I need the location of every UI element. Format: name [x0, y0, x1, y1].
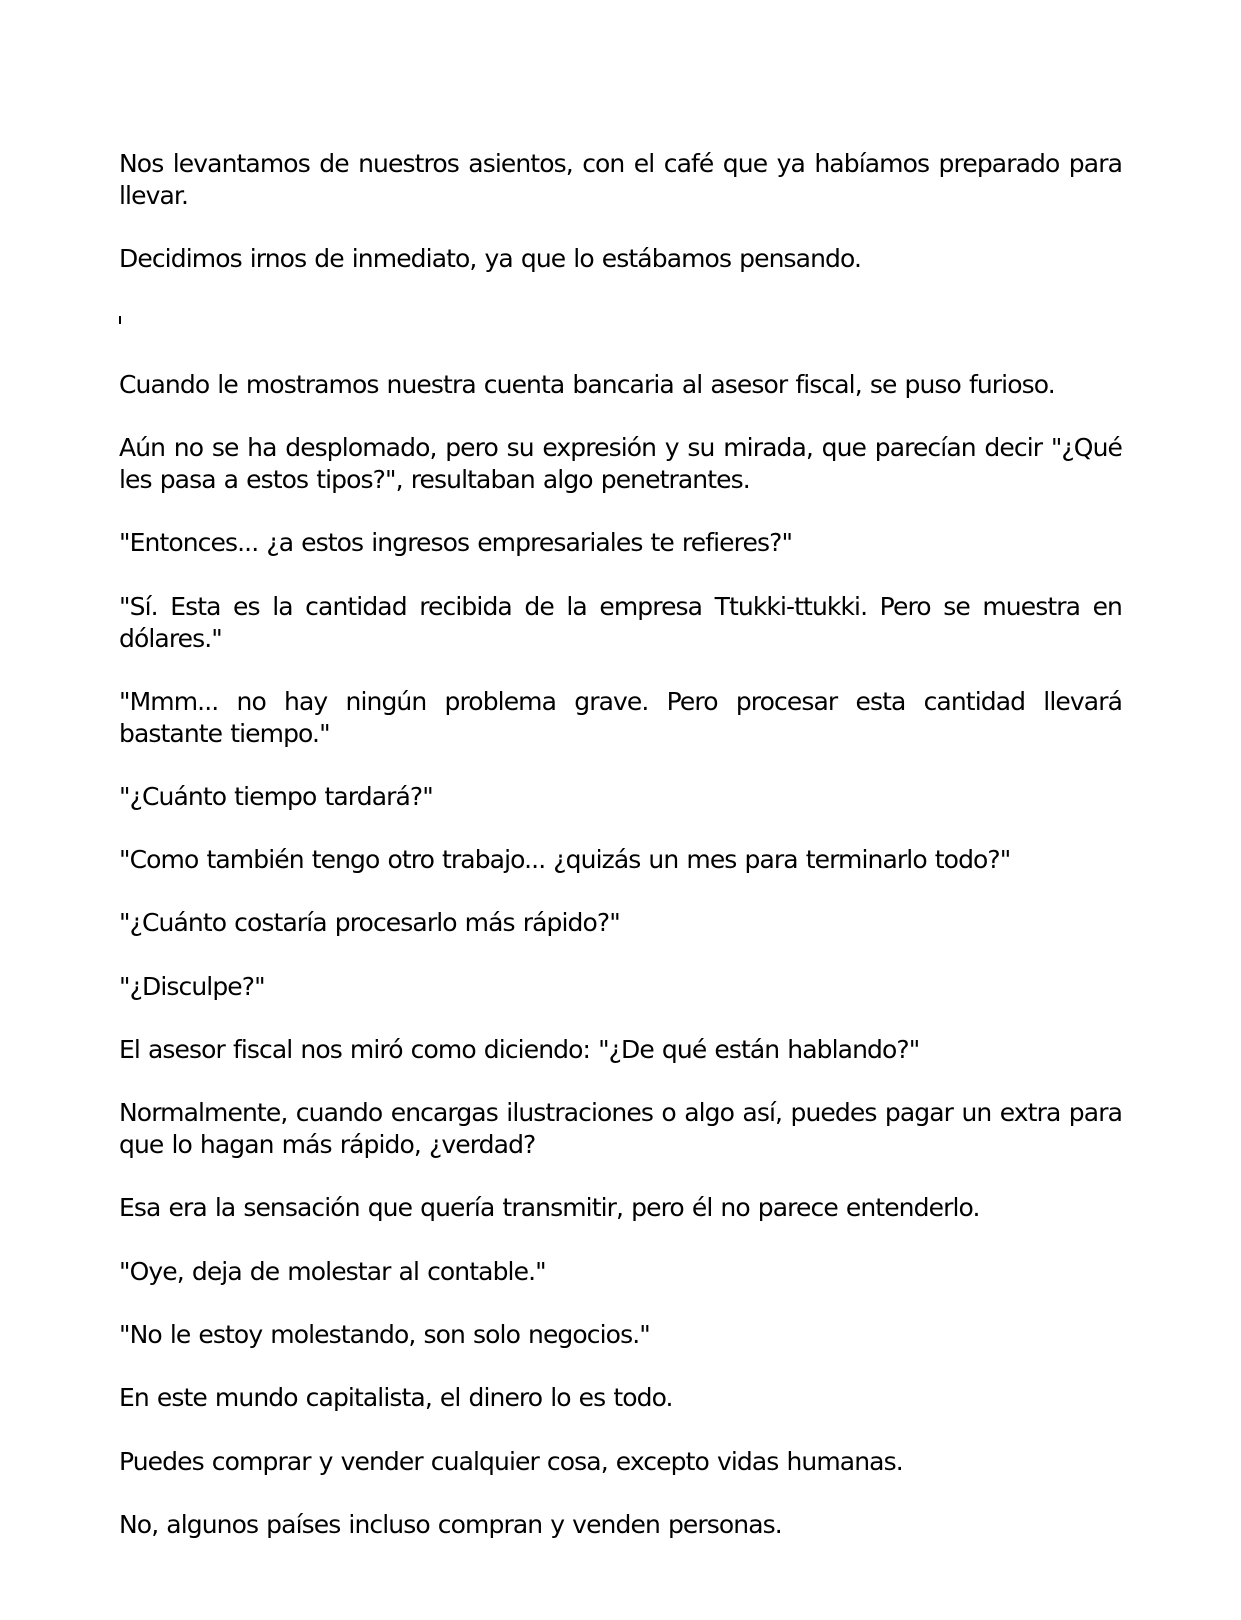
paragraph-16: "No le estoy molestando, son solo negocios." [119, 1320, 650, 1349]
paragraph-6: "Sí. Esta es la cantidad recibida de la empresa Ttukki-ttukki. Pero se muestra en dólares." [119, 592, 1122, 653]
paragraph-15: "Oye, deja de molestar al contable." [119, 1257, 546, 1286]
paragraph-9: "Como también tengo otro trabajo... ¿quizás un mes para terminarlo todo?" [119, 845, 1011, 874]
paragraph-8: "¿Cuánto tiempo tardará?" [119, 782, 433, 811]
paragraph-17: En este mundo capitalista, el dinero lo es todo. [119, 1383, 673, 1412]
paragraph-4: Aún no se ha desplomado, pero su expresión y su mirada, que parecían decir "¿Qué les pasa a estos tipos?", resultaban algo penetrantes. [119, 433, 1122, 494]
paragraph-5: "Entonces... ¿a estos ingresos empresariales te refieres?" [119, 528, 793, 557]
stray-mark [119, 316, 121, 324]
paragraph-18: Puedes comprar y vender cualquier cosa, excepto vidas humanas. [119, 1447, 903, 1476]
paragraph-10: "¿Cuánto costaría procesarlo más rápido?" [119, 908, 620, 937]
paragraph-19: No, algunos países incluso compran y venden personas. [119, 1510, 782, 1539]
paragraph-11: "¿Disculpe?" [119, 972, 265, 1001]
paragraph-1: Nos levantamos de nuestros asientos, con el café que ya habíamos preparado para llevar. [119, 149, 1122, 210]
paragraph-12: El asesor fiscal nos miró como diciendo: "¿De qué están hablando?" [119, 1035, 920, 1064]
paragraph-7: "Mmm... no hay ningún problema grave. Pero procesar esta cantidad llevará bastante tiempo." [119, 687, 1122, 748]
paragraph-3: Cuando le mostramos nuestra cuenta bancaria al asesor fiscal, se puso furioso. [119, 370, 1055, 399]
paragraph-13: Normalmente, cuando encargas ilustraciones o algo así, puedes pagar un extra para que lo hagan más rápido, ¿verdad? [119, 1098, 1122, 1159]
paragraph-2: Decidimos irnos de inmediato, ya que lo estábamos pensando. [119, 244, 861, 273]
paragraph-14: Esa era la sensación que quería transmitir, pero él no parece entenderlo. [119, 1193, 980, 1222]
